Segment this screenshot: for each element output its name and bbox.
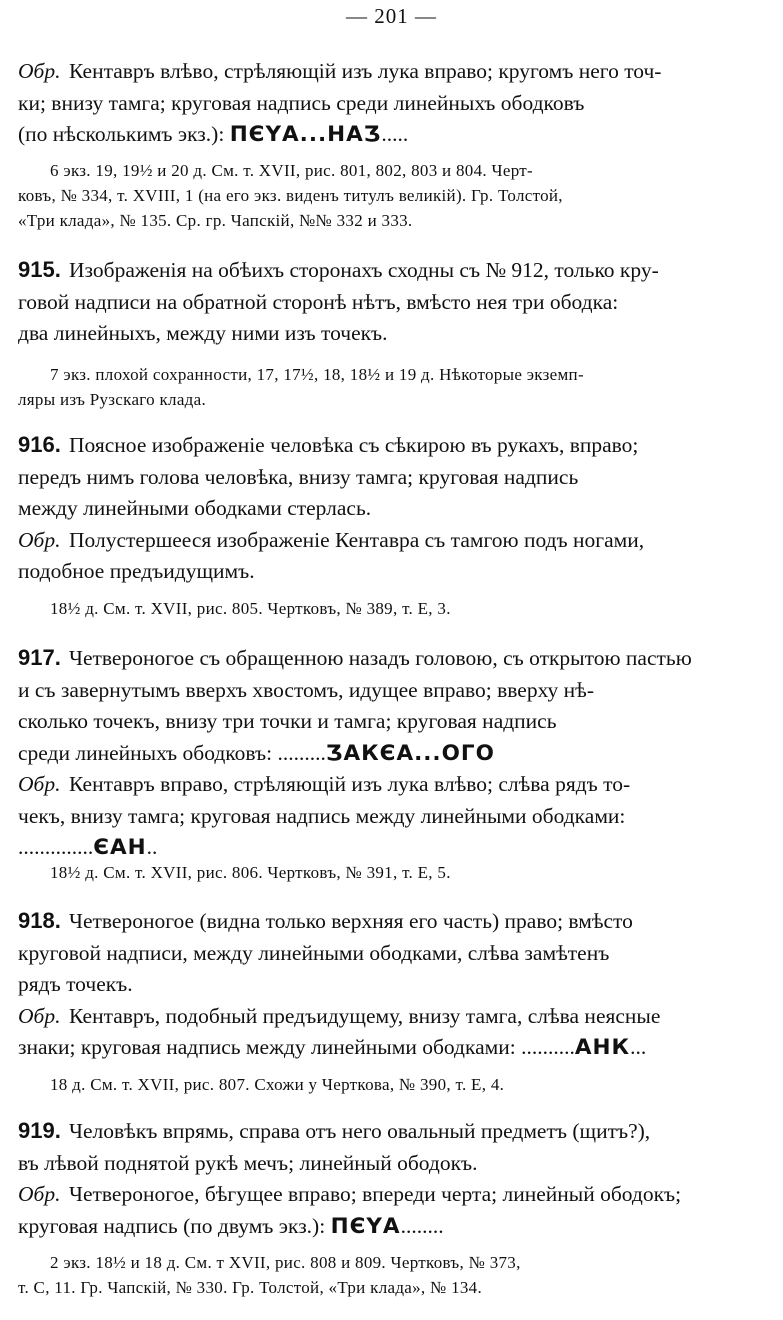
entry-915-note [18,362,770,412]
page-number: — 201 — [346,4,437,28]
inscription: ПЄҮА...НАӠ [229,122,382,147]
text-line: Кентавръ, подобный предъидущему, внизу тамга, слѣва неясные [69,1003,661,1028]
text-line: Человѣкъ впрямь, справа отъ него овальный предметъ (щитъ?), [69,1119,651,1143]
text-line: Поясное изображеніе человѣка съ сѣкирою въ рукахъ, вправо; [69,433,639,457]
note-line: 2 экз. 18½ и 18 д. См. т XVII, рис. 808 и 809. Чертковъ, № 373, [50,1253,521,1272]
text-line: Полустершееся изображеніе Кентавра съ тамгою подъ ногами, [69,527,645,552]
entry-919 [18,1115,770,1242]
text-line: чекъ, внизу тамга; круговая надпись между линейными ободками: [18,803,626,828]
entry-919-note [18,1250,770,1300]
entry-916 [18,429,770,588]
inscription: ЄАН [93,835,147,860]
inscription-trail: .. [146,835,158,859]
note-line: ковъ, № 334, т. XVIII, 1 (на его экз. виденъ титулъ великій). Гр. Толстой, [18,186,563,205]
text-line: круговая надпись (по двумъ экз.): [18,1213,331,1238]
entry-number: 915. [18,257,61,282]
inscription-trail: ... [630,1035,647,1059]
text-line: .............. [18,835,94,859]
entry-918 [18,905,770,1064]
text-line: два линейныхъ, между ними изъ точекъ. [18,321,388,345]
text-line: въ лѣвой поднятой рукѣ мечъ; линейный ободокъ. [18,1150,478,1175]
note-line: т. С, 11. Гр. Чапскій, № 330. Гр. Толстой, «Три клада», № 134. [18,1278,483,1297]
text-line: подобное предъидущимъ. [18,559,255,583]
obr-label: Обр. [18,1003,61,1028]
note-line: «Три клада», № 135. Ср. гр. Чапскій, №№ 332 и 333. [18,211,413,230]
entry-number: 917. [18,645,61,670]
text-line: ки; внизу тамга; круговая надпись среди линейныхъ ободковъ [18,90,585,115]
entry-number: 918. [18,908,61,933]
note-line: 18 д. См. т. XVII, рис. 807. Схожи у Черткова, № 390, т. Е, 4. [50,1075,505,1094]
note-line: 18½ д. См. т. XVII, рис. 806. Чертковъ, № 391, т. Е, 5. [50,863,451,882]
entry-number: 916. [18,432,61,457]
intro-note [18,158,770,233]
obr-label: Обр. [18,1182,61,1206]
text-line: Четвероногое (видна только верхняя его часть) право; вмѣсто [69,909,633,933]
intro-obverse [18,56,770,151]
note-line: ляры изъ Рузскаго клада. [18,390,207,409]
inscription: ПЄҮА [330,1213,401,1239]
obr-label: Обр. [18,772,61,796]
entry-917 [18,642,770,864]
text-line: передъ нимъ голова человѣка, внизу тамга; круговая надпись [18,464,579,489]
text-line: Изображенія на обѣихъ сторонахъ сходны съ № 912, только кру- [69,258,659,282]
text-line: среди линейныхъ ободковъ: ......... [18,740,326,765]
inscription-trail: ........ [400,1213,444,1238]
text-line: Четвероногое съ обращенною назадъ головою, съ открытою пастью [69,646,692,670]
inscription: АНК [574,1035,631,1060]
text-line: знаки; круговая надпись между линейными ободками: .......... [18,1035,575,1059]
inscription-trail: ..... [381,122,409,146]
text-line: Кентавръ влѣво, стрѣляющій изъ лука вправо; кругомъ него точ- [69,59,662,83]
entry-915 [18,254,770,350]
text-line: (по нѣсколькимъ экз.): [18,122,230,146]
text-line: Кентавръ вправо, стрѣляющій изъ лука влѣво; слѣва рядъ то- [69,772,631,796]
text-line: сколько точекъ, внизу три точки и тамга; круговая надпись [18,709,557,733]
text-line: и съ завернутымъ вверхъ хвостомъ, идущее вправо; вверху нѣ- [18,677,594,702]
note-line: 7 экз. плохой сохранности, 17, 17½, 18, 18½ и 19 д. Нѣкоторые экземп- [50,365,584,384]
text-line: говой надписи на обратной сторонѣ нѣтъ, вмѣсто нея три ободка: [18,289,619,314]
entry-918-note [18,1072,770,1097]
text-line: рядъ точекъ. [18,972,133,996]
obr-label: Обр. [18,527,61,552]
text-line: между линейными ободками стерлась. [18,496,372,520]
obr-label: Обр. [18,59,61,83]
text-line: Четвероногое, бѣгущее вправо; впереди черта; линейный ободокъ; [69,1182,682,1206]
text-line: круговой надписи, между линейными ободками, слѣва замѣтенъ [18,940,610,965]
entry-number: 919. [18,1118,61,1143]
note-line: 18½ д. См. т. XVII, рис. 805. Чертковъ, № 389, т. Е, 3. [50,599,451,618]
inscription: ӠАКЄА...ОГО [325,740,495,766]
note-line: 6 экз. 19, 19½ и 20 д. См. т. XVII, рис. 801, 802, 803 и 804. Черт- [50,161,533,180]
entry-916-note [18,596,770,621]
entry-917-note [18,860,770,885]
